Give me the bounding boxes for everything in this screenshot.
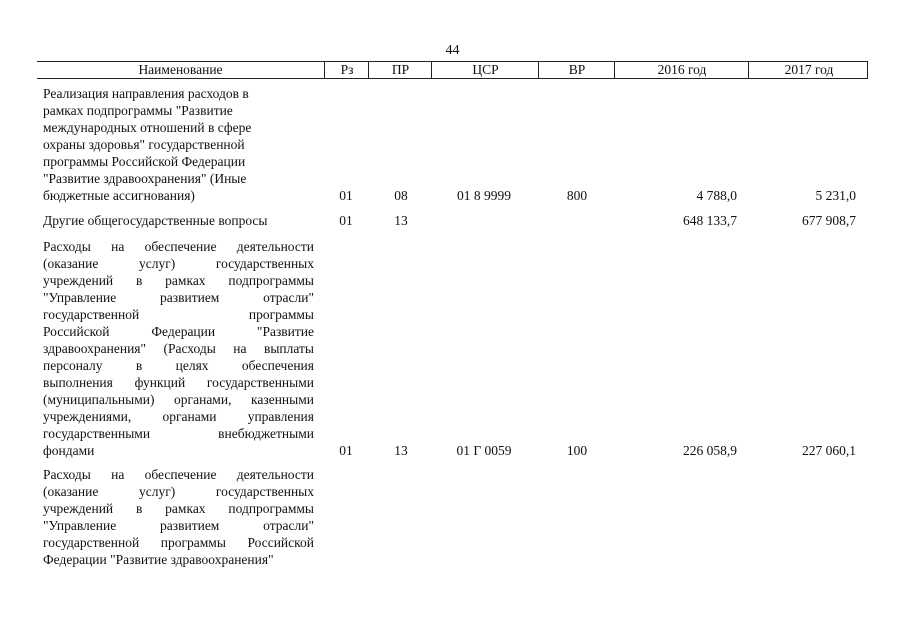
row-name-line: Другие общегосударственные вопросы [43, 213, 268, 228]
header-2017: 2017 год [748, 62, 869, 78]
row-rz: 01 [339, 443, 353, 458]
row-name-line: государственной программы Российской [43, 535, 314, 550]
row-name [43, 85, 314, 204]
row-name-line: рамках подпрограммы "Развитие [43, 103, 233, 118]
row-csr: 01 8 9999 [457, 188, 511, 203]
header-2016: 2016 год [614, 62, 749, 78]
header-vr: ВР [538, 62, 615, 78]
row-name-line: государственной программы [43, 307, 314, 322]
row-2017: 227 060,1 [802, 443, 856, 458]
row-2016: 648 133,7 [683, 213, 737, 228]
row-name-line: фондами [43, 443, 95, 458]
row-name-line: Реализация направления расходов в [43, 86, 249, 101]
row-name-line: Расходы на обеспечение деятельности [43, 239, 314, 254]
row-2017: 677 908,7 [802, 213, 856, 228]
row-name-line: учреждений в рамках подпрограммы [43, 273, 314, 288]
header-pr: ПР [368, 62, 432, 78]
row-rz: 01 [339, 188, 353, 203]
row-2016: 4 788,0 [696, 188, 737, 203]
row-name-line: "Управление развитием отрасли" [43, 518, 314, 533]
row-name-line: Российской Федерации "Развитие [43, 324, 314, 339]
table-header [37, 61, 868, 79]
row-csr: 01 Г 0059 [456, 443, 512, 458]
row-vr: 100 [566, 443, 588, 458]
row-name-line: международных отношений в сфере [43, 120, 252, 135]
row-pr: 13 [394, 213, 408, 228]
header-csr: ЦСР [431, 62, 539, 78]
row-name-line: государственными внебюджетными [43, 426, 314, 441]
row-name-line: здравоохранения" (Расходы на выплаты [43, 341, 314, 356]
page-number: 44 [445, 43, 460, 58]
row-2016: 226 058,9 [683, 443, 737, 458]
row-2017: 5 231,0 [815, 188, 856, 203]
row-name-line: программы Российской Федерации [43, 154, 246, 169]
row-name-line: выполнения функций государственными [43, 375, 314, 390]
row-name-line: (оказание услуг) государственных [43, 256, 314, 271]
row-name-line: учреждений в рамках подпрограммы [43, 501, 314, 516]
row-rz: 01 [339, 213, 353, 228]
row-name-line: "Развитие здравоохранения" (Иные [43, 171, 247, 186]
row-name-line: (оказание услуг) государственных [43, 484, 314, 499]
row-name-line: Расходы на обеспечение деятельности [43, 467, 314, 482]
row-name-line: охраны здоровья" государственной [43, 137, 245, 152]
row-pr: 08 [394, 188, 408, 203]
row-vr: 800 [566, 188, 588, 203]
row-pr: 13 [394, 443, 408, 458]
row-name-line: (муниципальными) органами, казенными [43, 392, 314, 407]
header-name: Наименование [138, 62, 223, 77]
row-name [43, 212, 314, 229]
row-name-line: персоналу в целях обеспечения [43, 358, 314, 373]
row-name-line: Федерации "Развитие здравоохранения" [43, 552, 274, 567]
row-name [43, 238, 314, 459]
row-name-line: бюджетные ассигнования) [43, 188, 195, 203]
row-name [43, 466, 314, 568]
row-name-line: учреждениями, органами управления [43, 409, 314, 424]
row-name-line: "Управление развитием отрасли" [43, 290, 314, 305]
header-rz: Рз [324, 62, 369, 78]
